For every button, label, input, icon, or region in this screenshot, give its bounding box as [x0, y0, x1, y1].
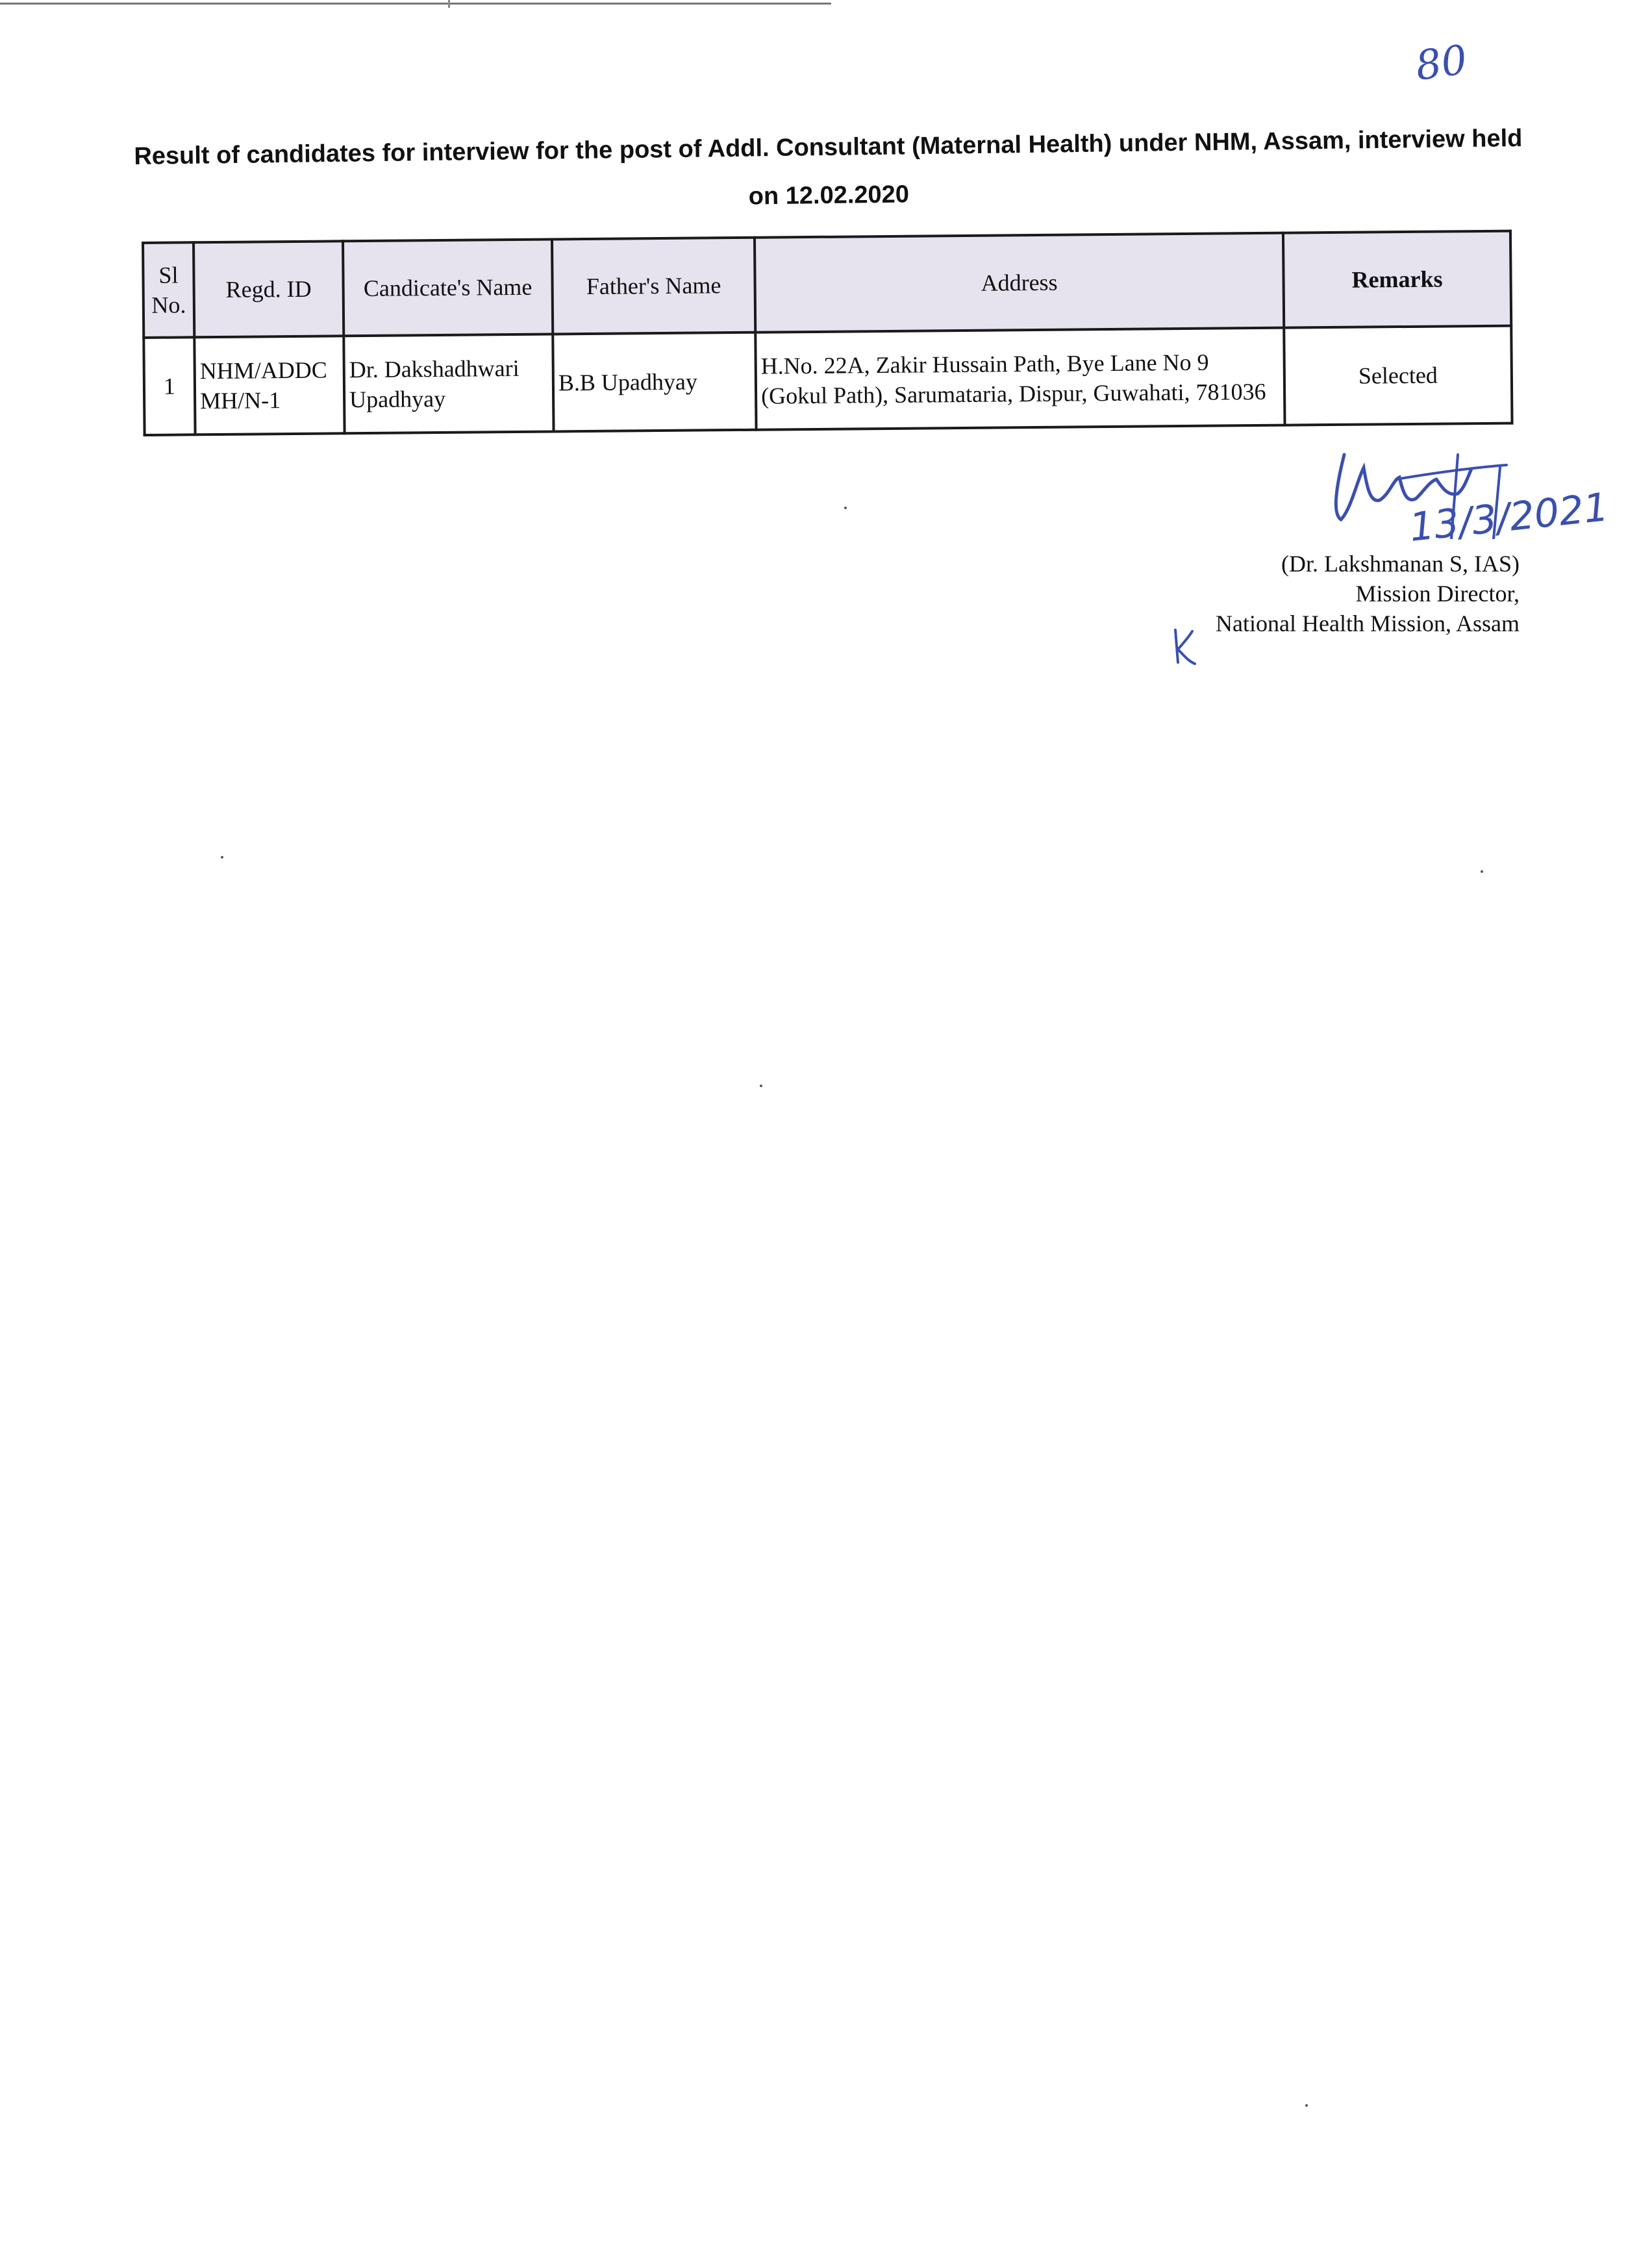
results-table-container — [142, 230, 1511, 436]
cell-remarks: Selected — [1284, 326, 1512, 425]
cell-regd-id: NHM/ADDC MH/N-1 — [194, 336, 344, 434]
document-heading — [84, 114, 1573, 229]
heading-line-1: Result of candidates for interview for the post of Addl. Consultant (Maternal Health) under NHM, Assam, interview held — [134, 125, 1523, 171]
scan-top-rule — [0, 0, 831, 5]
scan-speck — [760, 1085, 762, 1087]
header-candidate-name: Candicate's Name — [343, 239, 553, 336]
scan-speck — [1481, 870, 1483, 873]
signatory-designation: Mission Director, — [1355, 581, 1520, 607]
handwritten-initial-mark — [1169, 623, 1201, 669]
header-sl-no: Sl No. — [143, 242, 194, 338]
header-regd-id: Regd. ID — [194, 241, 344, 337]
table-header-row — [143, 231, 1511, 338]
header-address: Address — [755, 233, 1284, 333]
signatory-name: (Dr. Lakshmanan S, IAS) — [1281, 551, 1520, 577]
scan-speck — [221, 856, 223, 859]
heading-line-2: on 12.02.2020 — [748, 181, 910, 210]
handwritten-page-number: 80 — [1412, 35, 1470, 90]
table-row — [144, 326, 1512, 435]
cell-candidate-name: Dr. Dakshadhwari Upadhyay — [344, 334, 553, 433]
header-remarks: Remarks — [1283, 231, 1511, 328]
scan-speck — [1305, 2104, 1308, 2107]
scan-top-tick — [448, 0, 450, 8]
scan-speck — [844, 507, 847, 509]
header-father-name: Father's Name — [552, 238, 755, 334]
cell-father-name: B.B Upadhyay — [553, 333, 756, 432]
cell-sl-no: 1 — [144, 337, 195, 435]
cell-address: H.No. 22A, Zakir Hussain Path, Bye Lane No 9 (Gokul Path), Sarumataria, Dispur, Guwahati, 781036 — [755, 328, 1284, 430]
results-table — [142, 230, 1514, 436]
signatory-organization: National Health Mission, Assam — [1216, 610, 1520, 636]
handwritten-date: 13/3/2021 — [1407, 484, 1611, 551]
